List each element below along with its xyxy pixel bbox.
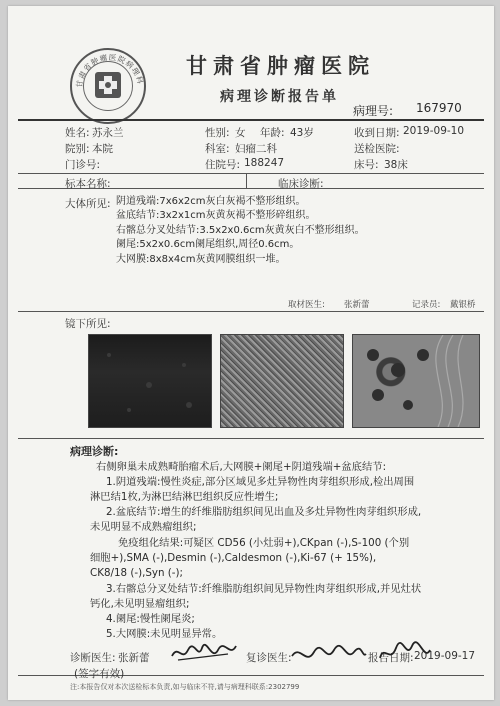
- diagnosis-line: 淋巴结1枚,为淋巴结淋巴组织反应性增生;: [90, 491, 279, 503]
- gross-line: 阑尾:5x2x0.6cm阑尾组织,周径0.6cm。: [116, 239, 300, 250]
- sampling-doctor: 张新蕾: [344, 300, 370, 310]
- signature-handwritten: [376, 638, 434, 668]
- dept-label: 科室:: [205, 143, 230, 155]
- patient-age: 43岁: [290, 127, 314, 139]
- report-page: [8, 6, 494, 700]
- diagnosis-line: 未见明显不成熟瘤组织;: [90, 521, 197, 533]
- gross-label: 大体所见:: [65, 198, 111, 210]
- micrograph-image: [352, 334, 480, 428]
- recorder-name: 戴银桥: [450, 300, 476, 310]
- recorder-label: 记录员:: [412, 300, 441, 310]
- diagnosis-line: 3.右髂总分叉处结节:纤维脂肪组织间见异物性肉芽组织形成,并见灶状: [106, 583, 422, 595]
- report-date: 2019-09-17: [414, 650, 476, 662]
- diagnosis-line: 5.大网膜:未见明显异常。: [106, 628, 223, 640]
- report-date-label: 报告日期:: [368, 652, 414, 664]
- hospital-name: 甘肃省肿瘤医院: [186, 53, 375, 78]
- diagnosis-line: 1.阴道残端:慢性炎症,部分区域见多灶异物性肉芽组织形成,检出周围: [106, 476, 415, 488]
- diagnosis-line: 钙化,未见明显瘤组织;: [90, 598, 190, 610]
- gross-line: 盆底结节:3x2x1cm灰黄灰褐不整形碎组织。: [116, 210, 316, 221]
- dept-value: 妇瘤二科: [235, 143, 277, 155]
- pathology-no-value: 167970: [416, 101, 462, 115]
- hospital-logo-icon: [93, 70, 123, 102]
- svg-text:甘肃省肿瘤医院病理科: 甘肃省肿瘤医院病理科: [74, 52, 145, 89]
- hospital-type-label: 院别:: [65, 143, 90, 155]
- clinical-label: 临床诊断:: [278, 178, 324, 190]
- signed-note: (签字有效): [74, 668, 125, 680]
- age-label: 年龄:: [260, 127, 285, 139]
- signature-handwritten: [168, 638, 240, 668]
- divider: [246, 173, 247, 188]
- divider: [18, 173, 484, 174]
- patient-name: 苏永兰: [92, 127, 124, 139]
- signature-handwritten: [288, 640, 368, 670]
- sampling-label: 取材医生:: [288, 300, 325, 310]
- diagnosis-line: CK8/18 (-),Syn (-);: [90, 567, 184, 579]
- received-label: 收到日期:: [354, 127, 400, 139]
- diagnosis-line: 细胞+),SMA (-),Desmin (-),Caldesmon (-),Ki-67 (+ 15%),: [90, 552, 377, 564]
- inpatient-label: 住院号:: [205, 159, 241, 171]
- diagnosis-line: 免疫组化结果:可疑区 CD56 (小灶弱+),CKpan (-),S-100 (个别: [118, 537, 410, 549]
- hospital-type: 本院: [92, 143, 113, 155]
- divider: [18, 311, 484, 312]
- inpatient-no: 188247: [244, 157, 285, 169]
- micrograph-texture: [89, 335, 211, 427]
- micrograph-image: [220, 334, 344, 428]
- micro-label: 镜下所见:: [65, 318, 111, 330]
- bed-no: 38床: [384, 159, 408, 171]
- hospital-seal: [70, 48, 146, 124]
- gender-label: 性别:: [205, 127, 230, 139]
- review-doctor-label: 复诊医生:: [246, 652, 292, 664]
- patient-gender: 女: [235, 127, 246, 139]
- diagnosis-label: 病理诊断:: [70, 445, 119, 458]
- diagnosis-line: 2.盆底结节:增生的纤维脂肪组织间见出血及多灶异物性肉芽组织形成,: [106, 506, 422, 518]
- report-title: 病理诊断报告单: [220, 89, 339, 105]
- diagnosis-line: 右侧卵巢未成熟畸胎瘤术后,大网膜+阑尾+阴道残端+盆底结节:: [96, 461, 387, 473]
- gross-line: 右髂总分叉处结节:3.5x2x0.6cm灰黄灰白不整形组织。: [116, 225, 365, 236]
- footer-note: 注:本报告仅对本次送检标本负责,如与临床不符,请与病理科联系:2302799: [70, 683, 300, 691]
- micrograph-image: [88, 334, 212, 428]
- outpatient-label: 门诊号:: [65, 159, 101, 171]
- diag-doctor-label: 诊断医生:: [70, 652, 116, 664]
- received-date: 2019-09-10: [403, 125, 465, 137]
- name-label: 姓名:: [65, 127, 90, 139]
- pathology-no-label: 病理号:: [353, 104, 394, 118]
- divider: [18, 438, 484, 439]
- diag-doctor-name: 张新蕾: [118, 652, 150, 664]
- diagnosis-line: 4.阑尾:慢性阑尾炎;: [106, 613, 195, 625]
- micrograph-texture: [353, 335, 479, 427]
- gross-line: 阴道残端:7x6x2cm灰白灰褐不整形组织。: [116, 196, 306, 207]
- gross-line: 大网膜:8x8x4cm灰黄网膜组织一堆。: [116, 254, 286, 265]
- sent-hospital-label: 送检医院:: [354, 143, 400, 155]
- bed-label: 床号:: [354, 159, 379, 171]
- specimen-label: 标本名称:: [65, 178, 111, 190]
- divider: [18, 119, 484, 121]
